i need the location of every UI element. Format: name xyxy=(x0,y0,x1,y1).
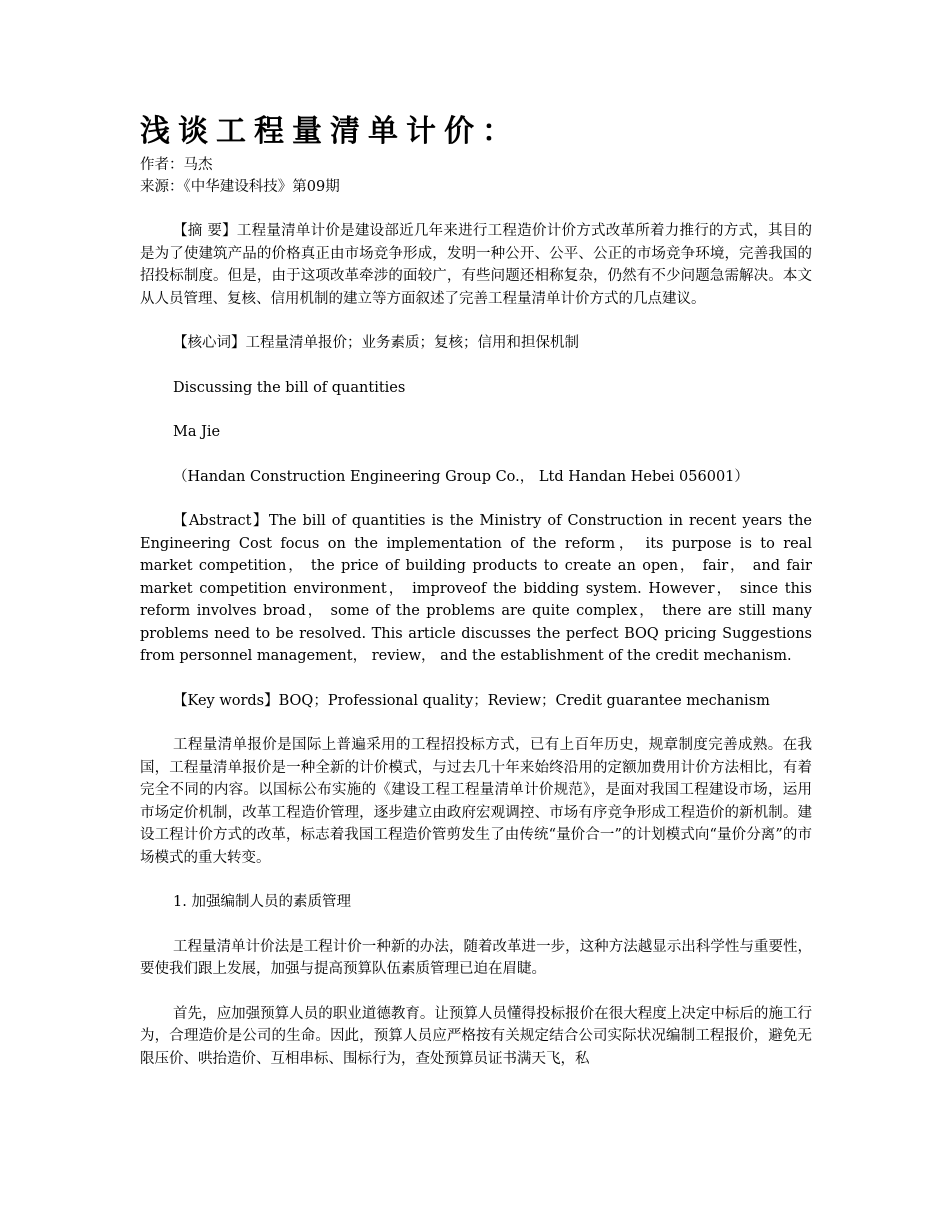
english-title: Discussing the bill of quantities xyxy=(173,379,406,396)
body-paragraph-1: 工程量清单报价是国际上普遍采用的工程招投标方式，已有上百年历史，规章制度完善成熟。在我国，工程量清单报价是一种全新的计价模式，与过去几十年来始终沿用的定额加费用计价方法相比，有着完全不同的内容。以国标公布实施的《建设工程工程量清单计价规范》，是面对我国工程建设市场，运用市场定价机制，改革工程造价管理，逐步建立由政府宏观调控、市场有序竞争形成工程造价的新机制。建设工程计价方式的改革，标志着我国工程造价管剪发生了由传统“量价合一”的计划模式向“量价分离”的市场模式的重大转变。 xyxy=(140,737,812,866)
document-page xyxy=(140,110,812,1092)
body-paragraph-3: 首先，应加强预算人员的职业道德教育。让预算人员懂得投标报价在很大程度上决定中标后的施工行为，合理造价是公司的生命。因此，预算人员应严格按有关规定结合公司实际状况编制工程报价，避免无限压价、哄抬造价、互相串标、围标行为，查处预算员证书满天飞，私 xyxy=(140,1005,812,1067)
english-author: Ma Jie xyxy=(173,424,221,440)
abstract-en: 【Abstract】The bill of quantities is the Ministry of Construction in recent years the Engineering Cost focus on the implementation of the reform， its purpose is to real market competition， the price of building products to create an open， fair， and fair market competition environment， improveof the bidding system. However， since this reform involves broad， some of the problems are quite complex， there are still many problems need to be resolved. This article discusses the perfect BOQ pricing Suggestions from personnel management， review， and the establishment of the credit mechanism. xyxy=(140,513,812,664)
keywords-cn: 【核心词】工程量清单报价；业务素质；复核；信用和担保机制 xyxy=(173,335,579,351)
english-affiliation: （Handan Construction Engineering Group Co.， Ltd Handan Hebei 056001） xyxy=(173,468,749,485)
source-line: 来源：《中华建设科技》第09期 xyxy=(140,179,340,195)
author-line: 作者：马杰 xyxy=(140,157,213,173)
section-heading-1: 1. 加强编制人员的素质管理 xyxy=(173,894,351,910)
document-title: 浅谈工程量清单计价： xyxy=(140,114,520,149)
body-paragraph-2: 工程量清单计价法是工程计价一种新的办法，随着改革进一步，这种方法越显示出科学性与重要性，要使我们跟上发展，加强与提高预算队伍素质管理已迫在眉睫。 xyxy=(140,938,812,977)
keywords-en: 【Key words】BOQ；Professional quality；Review；Credit guarantee mechanism xyxy=(173,692,770,709)
abstract-cn: 【摘 要】工程量清单计价是建设部近几年来进行工程造价计价方式改革所着力推行的方式，其目的是为了使建筑产品的价格真正由市场竞争形成，发明一种公开、公平、公正的市场竞争环境，完善我国的招投标制度。但是，由于这项改革牵涉的面较广，有些问题还相称复杂，仍然有不少问题急需解决。本文从人员管理、复核、信用机制的建立等方面叙述了完善工程量清单计价方式的几点建议。 xyxy=(140,223,812,307)
